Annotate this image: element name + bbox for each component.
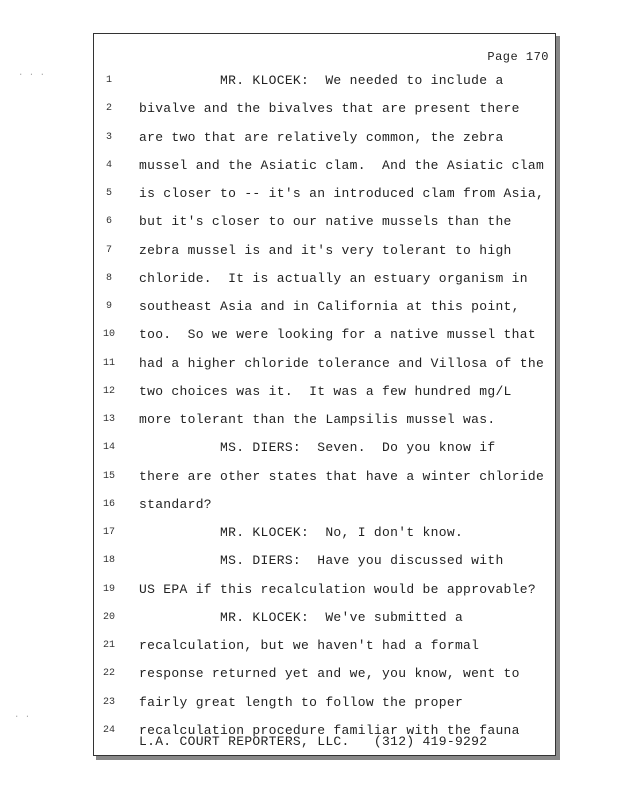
- line-number: 8: [105, 272, 112, 284]
- transcript-line: recalculation, but we haven't had a formal: [139, 638, 480, 653]
- line-number: 17: [102, 527, 115, 538]
- page-shadow-right: [556, 36, 560, 759]
- transcript-line: more tolerant than the Lampsilis mussel was.: [139, 412, 496, 427]
- transcript-line: mussel and the Asiatic clam. And the Asiatic clam: [139, 157, 545, 173]
- transcript-line: MR. KLOCEK: We needed to include a: [139, 73, 504, 88]
- transcript-line: MS. DIERS: Have you discussed with: [139, 553, 504, 569]
- transcript-line: zebra mussel is and it's very tolerant to high: [139, 242, 512, 258]
- transcript-line: two choices was it. It was a few hundred mg/L: [139, 383, 512, 399]
- transcript-line: MS. DIERS: Seven. Do you know if: [139, 440, 496, 456]
- line-number: 9: [105, 301, 112, 312]
- page-number: Page 170: [487, 50, 549, 64]
- transcript-line: southeast Asia and in California at this point,: [139, 299, 520, 314]
- line-number: 21: [102, 640, 115, 651]
- transcript-line: had a higher chloride tolerance and Villosa of the: [139, 355, 545, 371]
- page-shadow-bottom: [96, 756, 560, 760]
- line-number: 16: [102, 498, 115, 510]
- line-number: 4: [105, 159, 112, 171]
- transcript-line: but it's closer to our native mussels than the: [139, 214, 512, 230]
- scan-speck: · · ·: [18, 70, 46, 80]
- line-number: 12: [102, 385, 115, 397]
- transcript-line: there are other states that have a winter chloride: [139, 468, 545, 484]
- transcript-line: standard?: [139, 496, 212, 512]
- line-number: 10: [102, 329, 115, 341]
- line-number: 14: [102, 442, 115, 454]
- transcript-line: fairly great length to follow the proper: [139, 694, 464, 710]
- line-number: 11: [102, 357, 115, 369]
- line-number: 6: [105, 216, 112, 228]
- line-number: 2: [105, 103, 112, 115]
- transcript-line: are two that are relatively common, the zebra: [139, 129, 504, 145]
- line-number: 13: [102, 414, 115, 425]
- line-number: 18: [102, 555, 115, 567]
- reporter-footer: L.A. COURT REPORTERS, LLC. (312) 419-9292: [139, 734, 488, 749]
- line-number: 23: [102, 696, 115, 708]
- scan-speck: · ·: [14, 712, 31, 722]
- line-number: 19: [102, 583, 115, 595]
- transcript-line: MR. KLOCEK: No, I don't know.: [139, 525, 464, 540]
- line-number: 1: [105, 75, 112, 86]
- line-number: 5: [105, 188, 112, 199]
- line-number: 7: [105, 244, 112, 256]
- line-number: 15: [102, 470, 115, 482]
- transcript-line: recalculation procedure familiar with the fauna: [139, 722, 520, 738]
- transcript-line: response returned yet and we, you know, went to: [139, 666, 520, 682]
- line-number: 22: [102, 668, 115, 680]
- transcript-line: chloride. It is actually an estuary organism in: [139, 270, 528, 286]
- transcript-line: too. So we were looking for a native mussel that: [139, 327, 536, 343]
- line-number: 3: [105, 131, 112, 143]
- transcript-line: bivalve and the bivalves that are present there: [139, 101, 520, 117]
- line-number: 24: [102, 724, 115, 736]
- transcript-line: US EPA if this recalculation would be approvable?: [139, 581, 536, 597]
- transcript-line: MR. KLOCEK: We've submitted a: [139, 609, 464, 625]
- transcript-line: is closer to -- it's an introduced clam from Asia,: [139, 186, 545, 201]
- line-number: 20: [102, 611, 115, 623]
